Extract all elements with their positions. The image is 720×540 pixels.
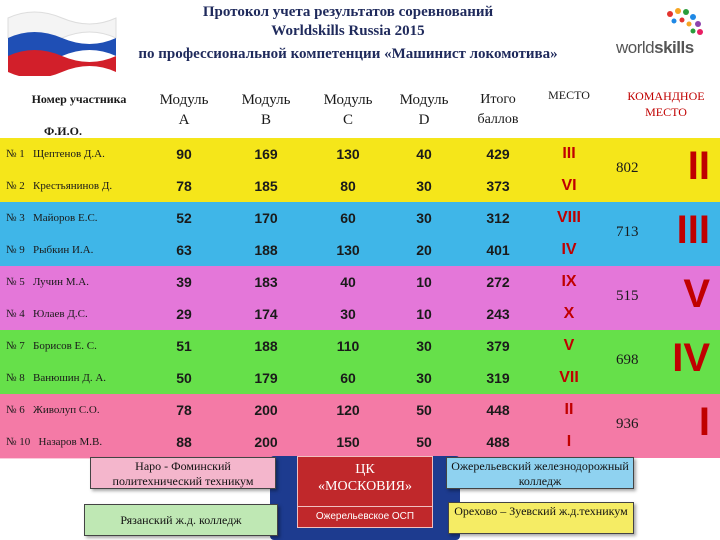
place-label: VII xyxy=(559,369,579,386)
participant-name: № 8 Ванюшин Д. А. xyxy=(6,372,107,384)
module-c-score: 130 xyxy=(336,242,360,258)
module-b-score: 183 xyxy=(254,274,278,290)
module-d-score: 30 xyxy=(416,178,432,194)
header-fio: Ф.И.О. xyxy=(44,124,82,138)
module-a-score: 50 xyxy=(176,370,192,386)
protocol-title: Протокол учета результатов соревнований xyxy=(202,4,494,20)
module-c-score: 120 xyxy=(336,402,360,418)
orekhovo-college-box: Орехово – Зуевский ж.д.техникум xyxy=(448,502,634,534)
team-score: 713 xyxy=(616,224,639,240)
module-c-score: 150 xyxy=(336,434,360,450)
team-score: 802 xyxy=(616,160,639,176)
place-label: III xyxy=(562,145,576,162)
total-score: 312 xyxy=(486,210,510,226)
module-a-score: 88 xyxy=(176,434,192,450)
module-a-score: 51 xyxy=(176,338,192,354)
total-score: 319 xyxy=(486,370,510,386)
module-b-score: 174 xyxy=(254,306,278,322)
place-label: VIII xyxy=(556,209,581,226)
place-label: II xyxy=(564,401,574,418)
team-rank: I xyxy=(698,400,710,444)
header-module-a: Модуль А xyxy=(159,92,209,128)
table-row xyxy=(0,202,612,235)
total-score: 488 xyxy=(486,434,510,450)
team-rank: III xyxy=(676,208,710,252)
table-row xyxy=(0,234,612,267)
participant-name: № 5 Лучин М.А. xyxy=(6,276,89,288)
module-b-score: 169 xyxy=(254,146,278,162)
place-label: I xyxy=(566,433,572,450)
module-d-score: 10 xyxy=(416,274,432,290)
table-row xyxy=(0,298,612,331)
team-rank: II xyxy=(687,144,710,188)
module-c-score: 30 xyxy=(340,306,356,322)
team-score: 698 xyxy=(616,352,639,368)
module-a-score: 78 xyxy=(176,178,192,194)
team-block xyxy=(612,394,720,458)
header-team-place: КОМАНДНОЕ МЕСТО xyxy=(627,89,705,119)
module-b-score: 188 xyxy=(254,242,278,258)
participant-name: № 10 Назаров М.В. xyxy=(6,436,103,448)
participant-name: № 6 Живолуп С.О. xyxy=(6,404,100,416)
module-a-score: 78 xyxy=(176,402,192,418)
module-d-score: 30 xyxy=(416,370,432,386)
module-c-score: 60 xyxy=(340,370,356,386)
table-row xyxy=(0,330,612,363)
participant-name: № 3 Майоров Е.С. xyxy=(6,212,98,224)
team-block xyxy=(612,202,720,266)
participant-name: № 7 Борисов Е. С. xyxy=(6,340,97,352)
place-label: X xyxy=(563,305,575,322)
participant-name: № 9 Рыбкин И.А. xyxy=(6,244,94,256)
table-row xyxy=(0,426,612,459)
total-score: 272 xyxy=(486,274,510,290)
module-d-score: 20 xyxy=(416,242,432,258)
place-label: IX xyxy=(561,273,577,290)
table-row xyxy=(0,362,612,395)
participant-name: № 4 Юлаев Д.С. xyxy=(6,308,88,320)
total-score: 243 xyxy=(486,306,510,322)
place-label: V xyxy=(563,337,575,354)
module-c-score: 40 xyxy=(340,274,356,290)
module-c-score: 110 xyxy=(336,338,360,354)
module-b-score: 188 xyxy=(254,338,278,354)
naro-fominsk-college-box: Наро - Фоминский политехнический техникум xyxy=(90,457,276,489)
competence-title: по профессиональной компетенции «Машинист локомотива» xyxy=(138,46,558,62)
module-a-score: 90 xyxy=(176,146,192,162)
module-c-score: 80 xyxy=(340,178,356,194)
header-total: Итого баллов xyxy=(477,92,519,127)
module-a-score: 29 xyxy=(176,306,192,322)
header-module-c: Модуль С xyxy=(323,92,373,128)
module-b-score: 185 xyxy=(254,178,278,194)
team-block xyxy=(612,138,720,202)
header-module-b: Модуль В xyxy=(241,92,291,128)
total-score: 429 xyxy=(486,146,510,162)
moskovia-center-box: ЦК «МОСКОВИЯ» xyxy=(297,456,433,508)
module-d-score: 30 xyxy=(416,338,432,354)
team-block xyxy=(612,330,720,394)
module-d-score: 30 xyxy=(416,210,432,226)
table-row xyxy=(0,138,612,171)
table-row xyxy=(0,266,612,299)
header-participant-number: Номер участника xyxy=(31,92,127,106)
team-rank: IV xyxy=(672,336,710,380)
module-b-score: 200 xyxy=(254,434,278,450)
participant-name: № 1 Щептенов Д.А. xyxy=(6,148,105,160)
total-score: 379 xyxy=(486,338,510,354)
header-module-d: Модуль D xyxy=(399,92,449,128)
module-c-score: 130 xyxy=(336,146,360,162)
table-row xyxy=(0,394,612,427)
module-b-score: 170 xyxy=(254,210,278,226)
ozherelye-college-box: Ожерельевский железнодорожный колледж xyxy=(446,457,634,489)
total-score: 448 xyxy=(486,402,510,418)
module-d-score: 40 xyxy=(416,146,432,162)
place-label: VI xyxy=(561,177,577,194)
team-rank: V xyxy=(683,272,710,316)
total-score: 373 xyxy=(486,178,510,194)
place-label: IV xyxy=(561,241,577,258)
module-a-score: 52 xyxy=(176,210,192,226)
header-place: МЕСТО xyxy=(548,88,590,102)
team-score: 936 xyxy=(616,416,639,432)
module-d-score: 10 xyxy=(416,306,432,322)
module-b-score: 179 xyxy=(254,370,278,386)
worldskills-logo-text: worldskills xyxy=(616,38,694,57)
module-a-score: 39 xyxy=(176,274,192,290)
module-d-score: 50 xyxy=(416,434,432,450)
module-c-score: 60 xyxy=(340,210,356,226)
team-score: 515 xyxy=(616,288,639,304)
event-title: Worldskills Russia 2015 xyxy=(271,23,425,39)
team-block xyxy=(612,266,720,330)
total-score: 401 xyxy=(486,242,510,258)
module-d-score: 50 xyxy=(416,402,432,418)
ozherelye-osp-label: Ожерельевское ОСП xyxy=(297,506,433,528)
ryazan-college-box: Рязанский ж.д. колледж xyxy=(84,504,278,536)
module-a-score: 63 xyxy=(176,242,192,258)
table-row xyxy=(0,170,612,203)
participant-name: № 2 Крестьянинов Д. xyxy=(6,180,113,192)
module-b-score: 200 xyxy=(254,402,278,418)
